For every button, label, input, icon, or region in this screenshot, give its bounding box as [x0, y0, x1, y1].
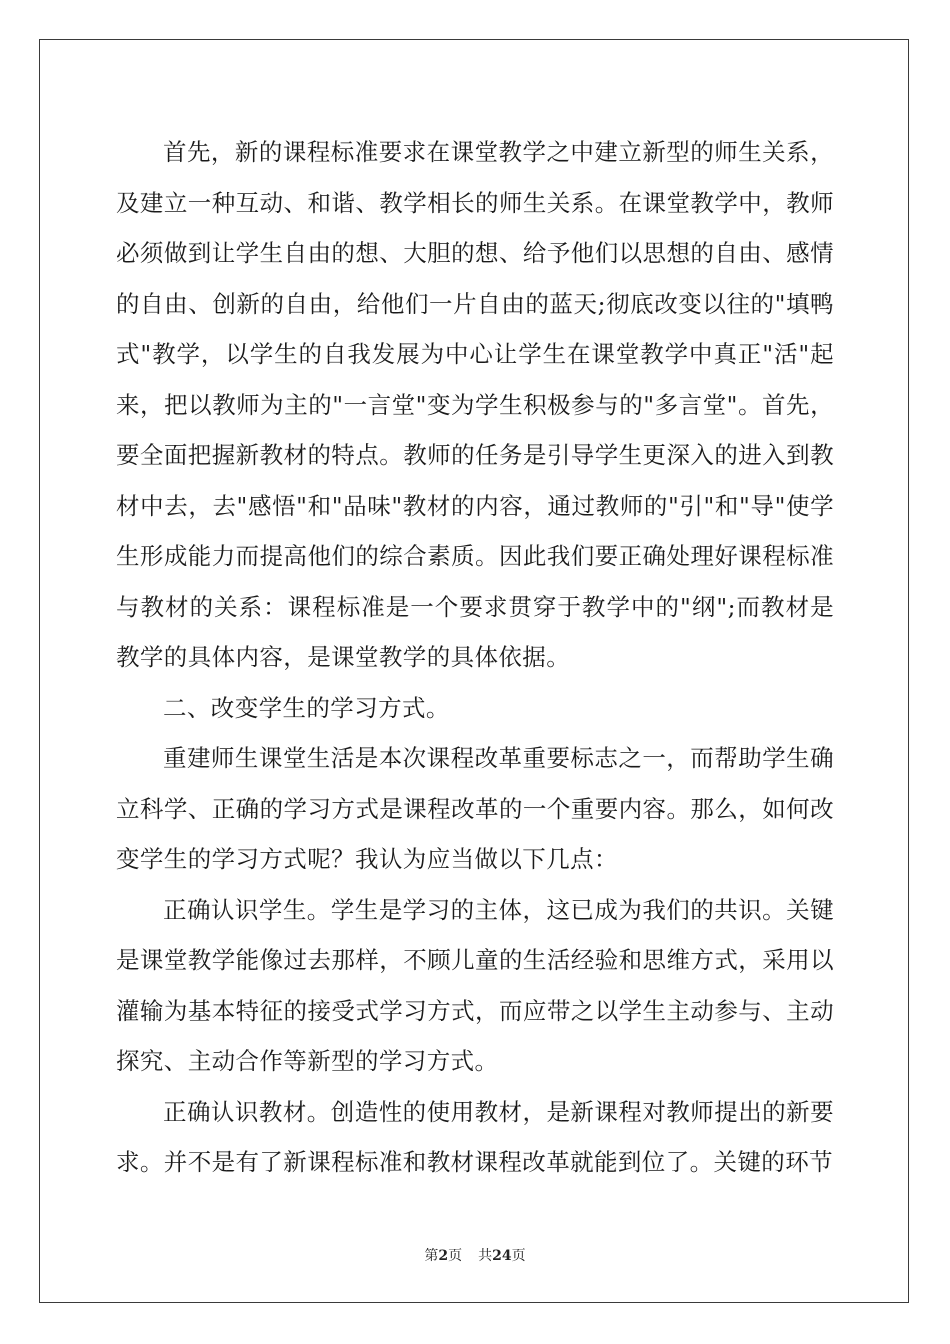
paragraph-3: 正确认识学生。学生是学习的主体，这已成为我们的共识。关键是课堂教学能像过去那样，不顾儿童的生活经验和思维方式，采用以灌输为基本特征的接受式学习方式，而应带之以学生主动参与、主动探究、主动合作等新型的学习方式。: [116, 895, 834, 1075]
page-suffix: 页: [448, 1248, 463, 1264]
paragraph-1: 首先，新的课程标准要求在课堂教学之中建立新型的师生关系，及建立一种互动、和谐、教学相长的师生关系。在课堂教学中，教师必须做到让学生自由的想、大胆的想、给予他们以思想的自由、感情的自由、创新的自由，给他们一片自由的蓝天;彻底改变以往的"填鸭式"教学，以学生的自我发展为中心让学生在课堂教学中真正"活"起来，把以教师为主的"一言堂"变为学生积极参与的"多言堂"。首先，要全面把握新教材的特点。教师的任务是引导学生更深入的进入到教材中去，去"感悟"和"品味"教材的内容，通过教师的"引"和"导"使学生形成能力而提高他们的综合素质。因此我们要正确处理好课程标准与教材的关系：课程标准是一个要求贯穿于教学中的"纲";而教材是教学的具体内容，是课堂教学的具体依据。: [116, 138, 834, 671]
page-prefix: 第: [424, 1248, 439, 1264]
section-heading: 二、改变学生的学习方式。: [163, 693, 450, 722]
total-suffix: 页: [511, 1248, 526, 1264]
total-prefix: 共: [478, 1248, 493, 1264]
page-number: 2: [438, 1248, 449, 1264]
total-pages: 24: [492, 1248, 512, 1264]
document-body: [116, 127, 834, 1188]
paragraph-4: 正确认识教材。创造性的使用教材，是新课程对教师提出的新要求。并不是有了新课程标准和教材课程改革就能到位了。关键的环节: [116, 1097, 834, 1176]
paragraph-2: 重建师生课堂生活是本次课程改革重要标志之一，而帮助学生确立科学、正确的学习方式是课程改革的一个重要内容。那么，如何改变学生的学习方式呢？我认为应当做以下几点：: [116, 744, 834, 873]
page-footer: [0, 1245, 950, 1265]
